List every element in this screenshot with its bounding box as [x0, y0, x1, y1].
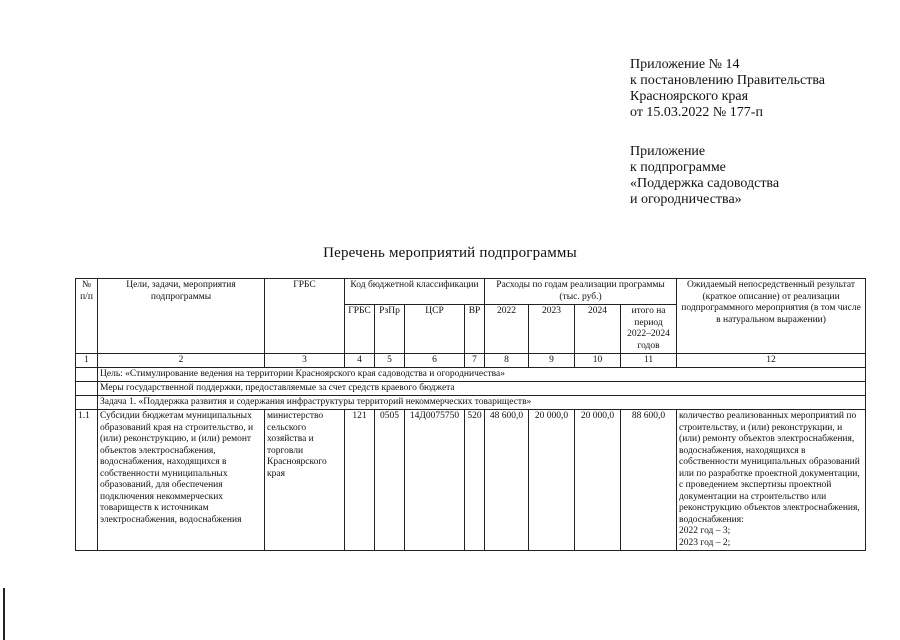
task-text: Задача 1. «Поддержка развития и содержания инфраструктуры территорий некоммерческих товариществ»	[98, 396, 866, 410]
item-grbs: министерство сельского хозяйства и торговли Красноярского края	[265, 410, 345, 551]
col-number: 6	[405, 354, 465, 368]
item-2024: 20 000,0	[575, 410, 621, 551]
col-number: 7	[465, 354, 485, 368]
item-vr: 520	[465, 410, 485, 551]
goal-text: Цель: «Стимулирование ведения на территории Красноярского края садоводства и огородничества»	[98, 368, 866, 382]
scan-edge-mark	[3, 588, 5, 640]
item-result-text: количество реализованных мероприятий по строительству, и (или) реконструкции, и (или) ремонту объектов электроснабжения, водоснабжения, находящихся в собственности муниципальных образований или по разработке проектной документации, с проведением экспертизы проектной документации на строительство или реконструкцию объектов электроснабжения, водоснабжения:	[679, 411, 860, 525]
col-number: 9	[529, 354, 575, 368]
col-number: 10	[575, 354, 621, 368]
annex-line: Приложение № 14	[630, 57, 740, 72]
item-total: 88 600,0	[621, 410, 677, 551]
annex-header-sub	[630, 144, 779, 208]
annex-line: к подпрограмме	[630, 160, 726, 175]
item-name: Субсидии бюджетам муниципальных образований края на строительство, и (или) реконструкцию, и (или) ремонт объектов электроснабжения, водоснабжения, находящихся в собственности муниципальных образований, для обеспечения подключения некоммерческих товариществ к источникам электроснабжения, водоснабжения	[98, 410, 265, 551]
col-number: 11	[621, 354, 677, 368]
task-row-num	[76, 396, 98, 410]
col-number: 3	[265, 354, 345, 368]
annex-header-main	[630, 57, 825, 121]
header-grbs: ГРБС	[265, 279, 345, 354]
item-csr: 14Д0075750	[405, 410, 465, 551]
column-number-row	[76, 354, 866, 368]
header-2024: 2024	[575, 305, 621, 354]
header-vr: ВР	[465, 305, 485, 354]
item-result-2022: 2022 год – 3;	[679, 526, 731, 536]
col-number: 8	[485, 354, 529, 368]
measures-row-num	[76, 382, 98, 396]
header-2023: 2023	[529, 305, 575, 354]
annex-line: Приложение	[630, 144, 706, 159]
header-rzpr: РзПр	[375, 305, 405, 354]
annex-line: от 15.03.2022 № 177-п	[630, 105, 763, 120]
header-total: итого на период 2022–2024 годов	[621, 305, 677, 354]
header-result: Ожидаемый непосредственный результат (краткое описание) от реализации подпрограммного мероприятия (в том числе в натуральном выражении)	[677, 279, 866, 354]
col-number: 4	[345, 354, 375, 368]
col-number: 1	[76, 354, 98, 368]
item-grbs-code: 121	[345, 410, 375, 551]
header-goals: Цели, задачи, мероприятия подпрограммы	[98, 279, 265, 354]
item-rzpr: 0505	[375, 410, 405, 551]
header-expenses: Расходы по годам реализации программы (тыс. руб.)	[485, 279, 677, 305]
item-2022: 48 600,0	[485, 410, 529, 551]
goal-row-num	[76, 368, 98, 382]
header-2022: 2022	[485, 305, 529, 354]
item-2023: 20 000,0	[529, 410, 575, 551]
item-num: 1.1	[76, 410, 98, 551]
header-num: № п/п	[76, 279, 98, 354]
measures-table	[75, 278, 866, 551]
annex-line: и огородничества»	[630, 192, 742, 207]
col-number: 12	[677, 354, 866, 368]
col-number: 2	[98, 354, 265, 368]
measures-row	[76, 382, 866, 396]
measures-text: Меры государственной поддержки, предоставляемые за счет средств краевого бюджета	[98, 382, 866, 396]
item-result-2023: 2023 год – 2;	[679, 537, 731, 548]
task-row	[76, 396, 866, 410]
annex-line: к постановлению Правительства	[630, 73, 826, 88]
header-csr: ЦСР	[405, 305, 465, 354]
table-header-row	[76, 279, 866, 305]
header-budget-code: Код бюджетной классификации	[345, 279, 485, 305]
table-row	[76, 410, 866, 551]
item-result	[677, 410, 866, 551]
col-number: 5	[375, 354, 405, 368]
annex-line: Красноярского края	[630, 89, 749, 104]
annex-line: «Поддержка садоводства	[630, 176, 780, 191]
document-title: Перечень мероприятий подпрограммы	[323, 245, 577, 261]
header-grbs-code: ГРБС	[345, 305, 375, 354]
goal-row	[76, 368, 866, 382]
